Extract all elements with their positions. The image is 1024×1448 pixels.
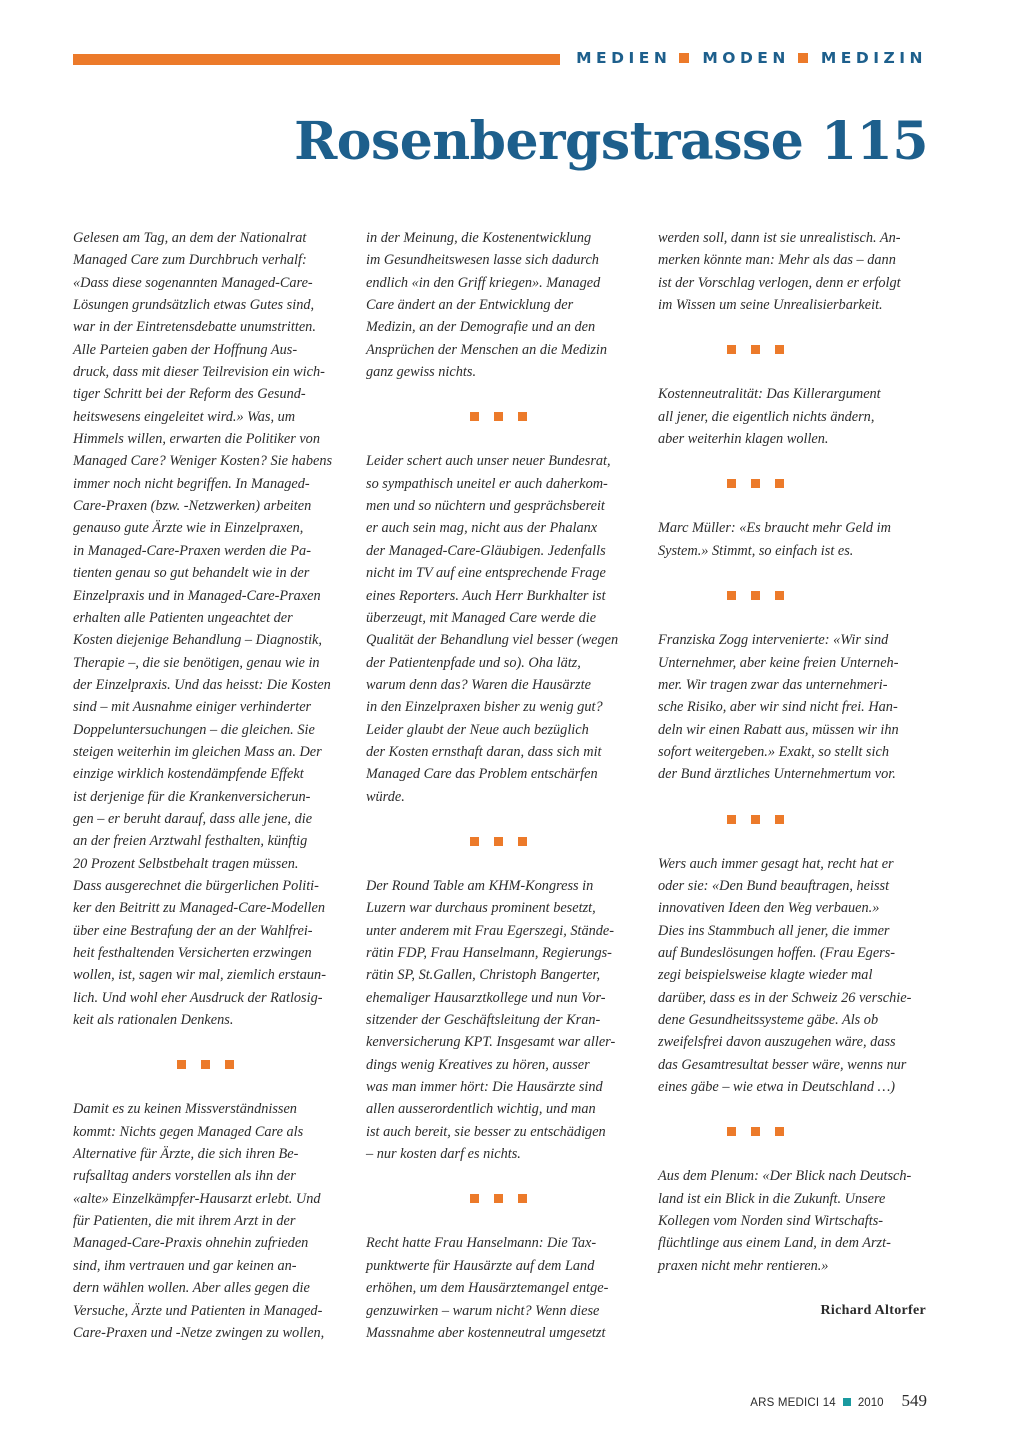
divider-square-icon bbox=[751, 345, 760, 354]
section-divider-squares-icon bbox=[658, 473, 943, 495]
text-line: deln wir einen Rabatt aus, müssen wir ihn bbox=[658, 721, 899, 738]
paragraph-gap bbox=[658, 1277, 943, 1299]
text-line: für Patienten, die mit ihrem Arzt in der bbox=[73, 1213, 296, 1230]
text-line: heitswesens eingeleitet wird.» Was, um bbox=[73, 408, 296, 425]
paragraph-gap bbox=[366, 853, 651, 875]
divider-square-icon bbox=[518, 837, 527, 846]
text-line: Kollegen vom Norden sind Wirtschafts- bbox=[658, 1213, 884, 1230]
section-divider-squares-icon bbox=[658, 808, 943, 830]
text-line: rufsalltag anders vorstellen als ihn der bbox=[73, 1168, 296, 1185]
kicker-separator-square-icon bbox=[798, 53, 808, 63]
text-line: in den Einzelpraxen bisher zu wenig gut? bbox=[366, 699, 603, 716]
divider-square-icon bbox=[494, 1194, 503, 1203]
text-line: tiger Schritt bei der Reform des Gesund- bbox=[73, 386, 306, 403]
divider-square-icon bbox=[727, 591, 736, 600]
kicker-separator-square-icon bbox=[679, 53, 689, 63]
text-line: Damit es zu keinen Missverständnissen bbox=[73, 1101, 297, 1118]
text-line: Der Round Table am KHM-Kongress in bbox=[366, 877, 594, 894]
text-line: Qualität der Behandlung viel besser (wegen bbox=[366, 632, 619, 649]
text-line: steigen weiterhin im gleichen Mass an. Der bbox=[73, 743, 322, 760]
text-line: flüchtlinge aus einem Land, in dem Arzt- bbox=[658, 1235, 891, 1252]
text-line: dings wenig Kreatives zu hören, ausser bbox=[366, 1056, 590, 1073]
text-line: Leider glaubt der Neue auch bezüglich bbox=[366, 721, 589, 738]
divider-square-icon bbox=[775, 815, 784, 824]
text-line: Alle Parteien gaben der Hoffnung Aus- bbox=[73, 341, 298, 358]
paragraph-gap bbox=[658, 562, 943, 584]
text-line: Alternative für Ärzte, die sich ihren Be- bbox=[73, 1146, 299, 1163]
section-divider-squares-icon bbox=[658, 339, 943, 361]
section-divider-squares-icon bbox=[366, 406, 651, 428]
text-line: erhalten alle Patienten ungeachtet der bbox=[73, 609, 293, 626]
paragraph-gap bbox=[658, 1098, 943, 1120]
divider-square-icon bbox=[727, 479, 736, 488]
text-line: erhöhen, um dem Hausärztemangel entge- bbox=[366, 1280, 609, 1297]
text-line: unter anderem mit Frau Egerszegi, Stände- bbox=[366, 922, 615, 939]
text-line: Wers auch immer gesagt hat, recht hat er bbox=[658, 855, 894, 872]
text-line: wollen, ist, sagen wir mal, ziemlich erstaun- bbox=[73, 967, 326, 984]
journal-name: ARS MEDICI 14 bbox=[750, 1397, 836, 1409]
text-line: was man immer hört: Die Hausärzte sind bbox=[366, 1079, 603, 1096]
text-line: über eine Bestrafung der an der Wahlfrei- bbox=[73, 922, 313, 939]
section-divider-squares-icon bbox=[658, 1121, 943, 1143]
paragraph-gap bbox=[658, 607, 943, 629]
text-line: Massnahme aber kostenneutral umgesetzt bbox=[366, 1324, 606, 1341]
text-line: endlich «in den Griff kriegen». Managed bbox=[366, 274, 601, 291]
text-line: Aus dem Plenum: «Der Blick nach Deutsch- bbox=[658, 1168, 912, 1185]
text-line: Kosten diejenige Behandlung – Diagnostik, bbox=[73, 632, 322, 649]
text-line: Dies ins Stammbuch all jener, die immer bbox=[658, 922, 890, 939]
text-line: in der Meinung, die Kostenentwicklung bbox=[366, 230, 592, 246]
text-line: oder sie: «Den Bund beauftragen, heisst bbox=[658, 877, 890, 894]
divider-square-icon bbox=[751, 1127, 760, 1136]
section-divider-squares-icon bbox=[366, 1188, 651, 1210]
paragraph-gap bbox=[658, 1143, 943, 1165]
text-line: «alte» Einzelkämpfer-Hausarzt erlebt. Und bbox=[73, 1190, 321, 1207]
text-line: der Managed-Care-Gläubigen. Jedenfalls bbox=[366, 542, 606, 559]
text-line: heit festhaltenden Versicherten erzwingen bbox=[73, 945, 312, 961]
text-line: überzeugt, mit Managed Care werde die bbox=[366, 609, 597, 626]
text-line: Himmels willen, erwarten die Politiker von bbox=[73, 431, 320, 448]
text-line: Doppeluntersuchungen – die gleichen. Sie bbox=[73, 721, 315, 738]
divider-square-icon bbox=[518, 412, 527, 421]
section-kicker bbox=[576, 49, 927, 67]
section-divider-squares-icon bbox=[366, 830, 651, 852]
text-line: kommt: Nichts gegen Managed Care als bbox=[73, 1123, 304, 1140]
text-line: all jener, die eigentlich nichts ändern, bbox=[658, 408, 875, 425]
text-line: Franziska Zogg intervenierte: «Wir sind bbox=[658, 632, 889, 649]
text-line: genzuwirken – warum nicht? Wenn diese bbox=[366, 1302, 600, 1319]
author-signature: Richard Altorfer bbox=[820, 1302, 926, 1318]
text-line: Care ändert an der Entwicklung der bbox=[366, 297, 574, 314]
text-line: Leider schert auch unser neuer Bundesrat, bbox=[366, 453, 611, 470]
text-line: innovativen Ideen den Weg verbauen.» bbox=[658, 900, 880, 917]
text-line: Managed Care das Problem entschärfen bbox=[366, 766, 598, 783]
text-line: im Wissen um seine Unrealisierbarkeit. bbox=[658, 297, 883, 314]
text-line: in Managed-Care-Praxen werden die Pa- bbox=[73, 542, 311, 559]
text-line: zweifelsfrei davon auszugehen wäre, dass bbox=[658, 1034, 896, 1051]
text-line: Care-Praxen und -Netze zwingen zu wollen, bbox=[73, 1324, 325, 1341]
text-line: immer noch nicht begriffen. In Managed- bbox=[73, 475, 310, 492]
text-line: merken könnte man: Mehr als das – dann bbox=[658, 252, 896, 269]
text-line: kenversicherung KPT. Insgesamt war aller- bbox=[366, 1034, 616, 1051]
divider-square-icon bbox=[201, 1060, 210, 1069]
text-line: Einzelpraxis und in Managed-Care-Praxen bbox=[73, 587, 321, 604]
paragraph-gap bbox=[366, 428, 651, 450]
text-line: Kostenneutralität: Das Killerargument bbox=[658, 386, 881, 403]
text-line: war in der Eintretensdebatte unumstritten. bbox=[73, 319, 316, 336]
text-line: dene Gesundheitssysteme gäbe. Als ob bbox=[658, 1012, 879, 1029]
paragraph-gap bbox=[366, 383, 651, 405]
kicker-word-2: MODEN bbox=[702, 49, 790, 67]
text-line: der Einzelpraxis. Und das heisst: Die Kosten bbox=[73, 676, 331, 693]
text-line: Versuche, Ärzte und Patienten in Managed- bbox=[73, 1302, 323, 1319]
text-line: sofort weitergeben.» Exakt, so stellt sich bbox=[658, 743, 889, 760]
text-line: praxen nicht mehr rentieren.» bbox=[658, 1257, 829, 1274]
paragraph-gap bbox=[658, 316, 943, 338]
divider-square-icon bbox=[470, 412, 479, 421]
text-line: sche Risiko, aber wir sind nicht frei. Han- bbox=[658, 699, 898, 716]
paragraph-gap bbox=[658, 495, 943, 517]
divider-square-icon bbox=[775, 345, 784, 354]
divider-square-icon bbox=[751, 591, 760, 600]
text-line: punktwerte für Hausärzte auf dem Land bbox=[366, 1257, 595, 1274]
text-line: an der freien Arztwahl festhalten, künftig bbox=[73, 833, 308, 850]
text-line: Managed Care zum Durchbruch verhalf: bbox=[73, 252, 307, 269]
paragraph-gap bbox=[658, 361, 943, 383]
paragraph-gap bbox=[658, 830, 943, 852]
text-line: eines gäbe – wie etwa in Deutschland …) bbox=[658, 1079, 896, 1096]
divider-square-icon bbox=[775, 591, 784, 600]
text-line: men und so nüchtern und gesprächsbereit bbox=[366, 498, 605, 515]
text-line: sitzender der Geschäftsleitung der Kran- bbox=[366, 1012, 601, 1029]
text-line: sind – mit Ausnahme einiger verhinderter bbox=[73, 699, 312, 716]
text-line: gen – er beruht darauf, dass alle jene, die bbox=[73, 810, 313, 827]
paragraph-gap bbox=[366, 808, 651, 830]
divider-square-icon bbox=[494, 837, 503, 846]
text-line: land ist ein Blick in die Zukunft. Unsere bbox=[658, 1190, 886, 1207]
text-line: System.» Stimmt, so einfach ist es. bbox=[658, 542, 854, 559]
text-line: – nur kosten darf es nichts. bbox=[366, 1146, 521, 1163]
divider-square-icon bbox=[727, 1127, 736, 1136]
text-line: keit als rationalen Denkens. bbox=[73, 1012, 234, 1029]
divider-square-icon bbox=[470, 837, 479, 846]
divider-square-icon bbox=[751, 815, 760, 824]
text-line: 20 Prozent Selbstbehalt tragen müssen. bbox=[73, 855, 299, 872]
text-line: ker den Beitritt zu Managed-Care-Modellen bbox=[73, 900, 325, 917]
text-line: nicht im TV auf eine entsprechende Frage bbox=[366, 565, 606, 582]
text-line: werden soll, dann ist sie unrealistisch. An- bbox=[658, 230, 901, 246]
text-line: Marc Müller: «Es braucht mehr Geld im bbox=[658, 520, 891, 537]
text-column-3 bbox=[658, 227, 943, 1322]
divider-square-icon bbox=[727, 345, 736, 354]
text-line: ist der Vorschlag verlogen, denn er erfolgt bbox=[658, 274, 901, 291]
section-divider-squares-icon bbox=[658, 585, 943, 607]
text-line: sind, ihm vertrauen und gar keinen an- bbox=[73, 1257, 297, 1274]
text-line: darüber, dass es in der Schweiz 26 verschie- bbox=[658, 989, 912, 1006]
issue-year: 2010 bbox=[857, 1397, 884, 1409]
divider-square-icon bbox=[727, 815, 736, 824]
text-line: Unternehmer, aber keine freien Unterneh- bbox=[658, 654, 899, 671]
text-line: er auch sein mag, nicht aus der Phalanx bbox=[366, 520, 598, 537]
divider-square-icon bbox=[775, 479, 784, 488]
text-line: genauso gute Ärzte wie in Einzelpraxen, bbox=[73, 520, 304, 537]
kicker-word-3: MEDIZIN bbox=[820, 49, 927, 67]
text-line: auf Bundeslösungen hoffen. (Frau Egers- bbox=[658, 945, 896, 961]
text-line: der Patientenpfade und so). Oha lätz, bbox=[366, 654, 581, 671]
kicker-word-1: MEDIEN bbox=[576, 49, 672, 67]
text-line: Medizin, an der Demografie und an den bbox=[366, 319, 596, 336]
text-line: im Gesundheitswesen lasse sich dadurch bbox=[366, 252, 599, 269]
text-line: Care-Praxen (bzw. -Netzwerken) arbeiten bbox=[73, 498, 312, 515]
text-line: warum denn das? Waren die Hausärzte bbox=[366, 676, 591, 693]
text-column-1 bbox=[73, 227, 358, 1344]
text-line: Managed-Care-Praxis ohnehin zufrieden bbox=[73, 1235, 309, 1252]
text-line: Managed Care? Weniger Kosten? Sie habens bbox=[73, 453, 333, 470]
text-line: mer. Wir tragen zwar das unternehmeri- bbox=[658, 676, 888, 693]
paragraph-gap bbox=[658, 786, 943, 808]
text-line: zegi beispielsweise klagte wieder mal bbox=[658, 967, 873, 984]
divider-square-icon bbox=[518, 1194, 527, 1203]
text-line: ist auch bereit, sie besser zu entschädigen bbox=[366, 1123, 606, 1140]
text-line: allen ausserordentlich wichtig, und man bbox=[366, 1101, 596, 1118]
divider-square-icon bbox=[775, 1127, 784, 1136]
text-line: eines Reporters. Auch Herr Burkhalter ist bbox=[366, 587, 606, 604]
section-divider-squares-icon bbox=[73, 1054, 358, 1076]
text-line: einzige wirklich kostendämpfende Effekt bbox=[73, 766, 304, 783]
divider-square-icon bbox=[225, 1060, 234, 1069]
text-line: rätin FDP, Frau Hanselmann, Regierungs- bbox=[366, 945, 612, 961]
page-title: Rosenbergstrasse 115 bbox=[294, 111, 928, 172]
text-line: ehemaliger Hausarztkollege und nun Vor- bbox=[366, 989, 606, 1006]
paragraph-gap bbox=[366, 1165, 651, 1187]
text-line: ganz gewiss nichts. bbox=[366, 364, 477, 381]
text-line: Luzern war durchaus prominent besetzt, bbox=[366, 900, 596, 917]
page-footer bbox=[750, 1391, 927, 1411]
page-number: 549 bbox=[901, 1391, 927, 1410]
divider-square-icon bbox=[751, 479, 760, 488]
text-line: Ansprüchen der Menschen an die Medizin bbox=[366, 341, 608, 358]
text-line: druck, dass mit dieser Teilrevision ein wich- bbox=[73, 364, 325, 381]
paragraph-gap bbox=[366, 1210, 651, 1232]
text-line: tienten genau so gut behandelt wie in der bbox=[73, 565, 310, 582]
text-line: ist derjenige für die Krankenversicherun- bbox=[73, 788, 311, 805]
text-line: lich. Und wohl eher Ausdruck der Ratlosig- bbox=[73, 989, 323, 1006]
text-line: würde. bbox=[366, 788, 405, 805]
paragraph-gap bbox=[73, 1076, 358, 1098]
text-line: der Kosten ernsthaft daran, dass sich mit bbox=[366, 743, 602, 760]
text-line: aber weiterhin klagen wollen. bbox=[658, 431, 829, 448]
text-line: Gelesen am Tag, an dem der Nationalrat bbox=[73, 230, 307, 246]
text-line: das Gesamtresultat besser wäre, wenns nur bbox=[658, 1056, 907, 1073]
text-line: «Dass diese sogenannten Managed-Care- bbox=[73, 274, 313, 291]
text-line: Recht hatte Frau Hanselmann: Die Tax- bbox=[366, 1235, 597, 1252]
divider-square-icon bbox=[494, 412, 503, 421]
text-column-2 bbox=[366, 227, 651, 1344]
text-line: Lösungen grundsätzlich etwas Gutes sind, bbox=[73, 297, 315, 314]
footer-square-icon bbox=[843, 1398, 851, 1406]
text-line: Therapie –, die sie benötigen, genau wie in bbox=[73, 654, 320, 671]
text-line: der Bund ärztliches Unternehmertum vor. bbox=[658, 766, 896, 783]
header-orange-rule bbox=[73, 54, 560, 65]
divider-square-icon bbox=[177, 1060, 186, 1069]
text-line: dern wählen wollen. Aber alles gegen die bbox=[73, 1280, 310, 1297]
paragraph-gap bbox=[73, 1031, 358, 1053]
text-line: Dass ausgerechnet die bürgerlichen Politi- bbox=[73, 877, 319, 894]
text-line: so sympathisch uneitel er auch daherkom- bbox=[366, 475, 608, 492]
divider-square-icon bbox=[470, 1194, 479, 1203]
text-line: rätin SP, St.Gallen, Christoph Bangerter, bbox=[366, 967, 601, 984]
paragraph-gap bbox=[658, 450, 943, 472]
